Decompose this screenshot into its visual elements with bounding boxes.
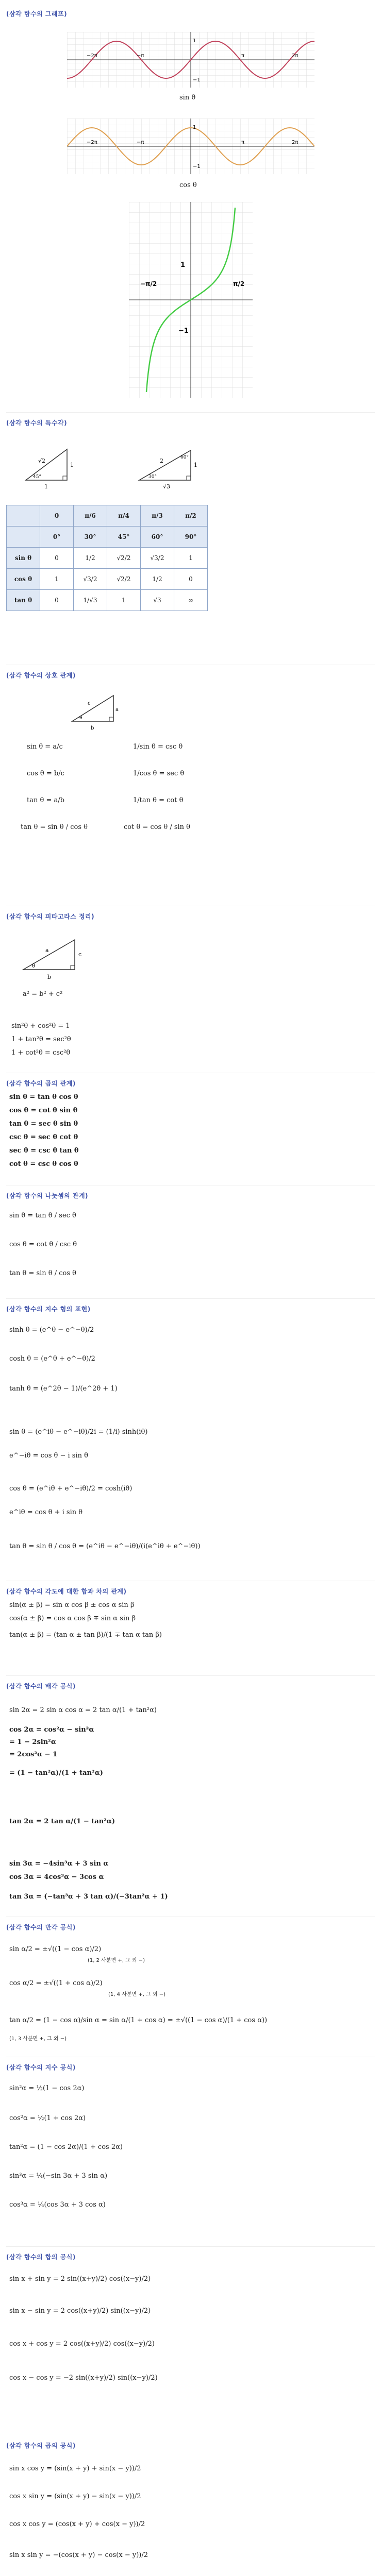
power-line: sin³α = ¼(−sin 3α + 3 sin α) <box>9 2172 108 2180</box>
reciprocal-right-3: 1/tan θ = cot θ <box>133 796 184 804</box>
sin-tick-2pi: 2π <box>292 53 299 59</box>
exp-line: sin θ = (e^iθ − e^−iθ)/2i = (1/i) sinh(iθ) <box>9 1428 148 1436</box>
cos-graph <box>67 118 314 174</box>
table-header-cell: π/6 <box>74 505 107 527</box>
table-cell: √2/2 <box>107 548 141 569</box>
half-tan-note: (1, 3 사분면 +, 그 외 −) <box>9 2036 67 2042</box>
table-cell: √3/2 <box>141 548 174 569</box>
tri3060-base: √3 <box>163 483 171 490</box>
svg-text:c: c <box>88 701 91 706</box>
double-line: = 1 − 2sin²α <box>9 1738 56 1746</box>
double-line: cos 2α = cos²α − sin²α <box>9 1726 94 1734</box>
table-cell: 0 <box>40 548 74 569</box>
section-heading-power: (삼각 함수의 지수 공식) <box>6 2064 76 2071</box>
exp-line: sinh θ = (e^θ − e^−θ)/2 <box>9 1326 94 1334</box>
cos-tick-negpi: −π <box>137 140 144 145</box>
double-line: = 2cos²α − 1 <box>9 1751 58 1758</box>
table-row <box>7 548 208 569</box>
table-degree-cell: 45° <box>107 527 141 548</box>
power-line: tan²α = (1 − cos 2α)/(1 + cos 2α) <box>9 2143 123 2151</box>
double-line: sin 3α = −4sin³α + 3 sin α <box>9 1860 109 1868</box>
prod-line: sin x cos y = (sin(x + y) + sin(x − y))/2 <box>9 2465 141 2472</box>
reciprocal-left-4: tan θ = sin θ / cos θ <box>21 823 88 831</box>
tri45-side: 1 <box>70 462 74 468</box>
half-tan: tan α/2 = (1 − cos α)/sin α = sin α/(1 + cos α) = ±√((1 − cos α)/(1 + cos α)) <box>9 2016 268 2024</box>
addition-line: tan(α ± β) = (tan α ± tan β)/(1 ∓ tan α tan β) <box>9 1631 162 1639</box>
prod-line: cos x sin y = (sin(x + y) − sin(x − y))/2 <box>9 2493 141 2500</box>
svg-text:θ: θ <box>79 716 82 721</box>
prod-line: sin x sin y = −(cos(x + y) − cos(x − y))/2 <box>9 2551 148 2559</box>
table-header-cell: π/3 <box>141 505 174 527</box>
tri3060-hyp: 2 <box>160 457 163 464</box>
reciprocal-right-1: 1/sin θ = csc θ <box>133 743 183 751</box>
reciprocal-triangle <box>62 690 124 732</box>
quotient-line: sin θ = tan θ / sec θ <box>9 1212 76 1219</box>
reciprocal-left-3: tan θ = a/b <box>27 796 64 804</box>
table-header-row <box>7 505 208 527</box>
table-degree-cell: 0° <box>40 527 74 548</box>
cos-tick-2pi: 2π <box>292 140 299 145</box>
cos-tick-neg2pi: −2π <box>87 140 97 145</box>
section-heading-reciprocal: (삼각 함수의 상호 관계) <box>6 672 76 679</box>
power-line: cos²α = ½(1 + cos 2α) <box>9 2114 86 2122</box>
exp-line: tan θ = sin θ / cos θ = (e^iθ − e^−iθ)/(i(e^iθ + e^−iθ)) <box>9 1543 201 1550</box>
section-heading-product: (삼각 함수의 곱의 관계) <box>6 1080 76 1087</box>
sin-tick-neg1: −1 <box>193 77 201 83</box>
table-header-cell: 0 <box>40 505 74 527</box>
exp-line: e^iθ = cos θ + i sin θ <box>9 1509 83 1516</box>
table-header-cell: π/4 <box>107 505 141 527</box>
half-sin-note: (1, 2 사분면 +, 그 외 −) <box>88 1958 145 1963</box>
tri3060-side: 1 <box>194 462 197 468</box>
section-heading-sum-to-product: (삼각 함수의 합의 공식) <box>6 2253 76 2261</box>
product-line: cot θ = csc θ cos θ <box>9 1160 78 1168</box>
table-degree-row <box>7 527 208 548</box>
table-row-name: tan θ <box>7 590 40 611</box>
svg-text:b: b <box>47 974 52 980</box>
table-cell: 1 <box>107 590 141 611</box>
section-heading-special: (삼각 함수의 특수각) <box>6 419 68 427</box>
table-cell: √3/2 <box>74 569 107 590</box>
table-header-cell: π/2 <box>174 505 208 527</box>
half-sin: sin α/2 = ±√((1 − cos α)/2) <box>9 1945 102 1953</box>
section-heading-addition: (삼각 함수의 각도에 대한 합과 차의 관계) <box>6 1588 127 1595</box>
addition-line: cos(α ± β) = cos α cos β ∓ sin α sin β <box>9 1615 136 1622</box>
triangle-30-60 <box>134 444 201 490</box>
reciprocal-left-2: cos θ = b/c <box>27 770 64 777</box>
table-cell: √3 <box>141 590 174 611</box>
section-heading-quotient: (삼각 함수의 나눗셈의 관계) <box>6 1192 89 1199</box>
sin-graph-label: sin θ <box>179 94 196 101</box>
special-angle-table <box>6 505 208 611</box>
pythagoras-line: 1 + tan²θ = sec²θ <box>11 1036 71 1043</box>
half-cos-note: (1, 4 사분면 +, 그 외 −) <box>108 1992 166 1997</box>
cos-tick-1: 1 <box>193 125 196 130</box>
table-row <box>7 590 208 611</box>
tri3060-angle-30: 30° <box>148 474 157 480</box>
table-cell: 1 <box>174 548 208 569</box>
sin-tick-1: 1 <box>193 38 196 44</box>
tri45-hyp: √2 <box>38 457 46 464</box>
cos-graph-label: cos θ <box>179 181 197 189</box>
table-row <box>7 569 208 590</box>
sum-line: cos x + cos y = 2 cos((x+y)/2) cos((x−y)/2) <box>9 2340 155 2348</box>
power-line: sin²α = ½(1 − cos 2α) <box>9 2084 85 2092</box>
product-line: cos θ = cot θ sin θ <box>9 1107 78 1114</box>
quotient-line: cos θ = cot θ / csc θ <box>9 1241 77 1248</box>
reciprocal-right-4: cot θ = cos θ / sin θ <box>124 823 190 831</box>
table-cell: 0 <box>40 590 74 611</box>
tri3060-angle-60: 60° <box>180 455 189 460</box>
table-row-name: sin θ <box>7 548 40 569</box>
double-line: tan 3α = (−tan³α + 3 tan α)/(−3tan²α + 1) <box>9 1893 168 1901</box>
table-cell: 1/√3 <box>74 590 107 611</box>
table-cell: 0 <box>174 569 208 590</box>
table-degree-cell: 60° <box>141 527 174 548</box>
svg-text:c: c <box>78 951 82 958</box>
table-cell: ∞ <box>174 590 208 611</box>
product-line: sec θ = csc θ tan θ <box>9 1147 79 1155</box>
addition-line: sin(α ± β) = sin α cos β ± cos α sin β <box>9 1601 135 1609</box>
section-heading-pythagoras: (삼각 함수의 피타고라스 정리) <box>6 913 95 920</box>
triangle-45 <box>21 444 77 490</box>
exp-line: e^−iθ = cos θ − i sin θ <box>9 1452 88 1460</box>
table-row-name: cos θ <box>7 569 40 590</box>
table-degree-cell: 90° <box>174 527 208 548</box>
cos-tick-neg1: −1 <box>193 164 201 170</box>
tan-tick-1: 1 <box>180 261 186 269</box>
pythagoras-line: sin²θ + cos²θ = 1 <box>11 1022 70 1030</box>
sin-graph <box>67 32 314 88</box>
svg-text:b: b <box>91 725 94 731</box>
double-line: = (1 − tan²α)/(1 + tan²α) <box>9 1769 103 1777</box>
prod-line: cos x cos y = (cos(x + y) + cos(x − y))/2 <box>9 2520 145 2528</box>
section-heading-product-to-sum: (삼각 함수의 곱의 공식) <box>6 2442 76 2449</box>
table-degree-cell: 30° <box>74 527 107 548</box>
svg-text:a: a <box>45 947 49 954</box>
svg-text:θ: θ <box>32 963 36 969</box>
table-cell: 1/2 <box>74 548 107 569</box>
table-cell: √2/2 <box>107 569 141 590</box>
quotient-line: tan θ = sin θ / cos θ <box>9 1269 77 1277</box>
tri45-base: 1 <box>44 483 48 490</box>
exp-line: cos θ = (e^iθ + e^−iθ)/2 = cosh(iθ) <box>9 1485 132 1493</box>
reciprocal-left-1: sin θ = a/c <box>27 743 63 751</box>
exp-line: tanh θ = (e^2θ − 1)/(e^2θ + 1) <box>9 1385 118 1393</box>
sum-line: sin x + sin y = 2 sin((x+y)/2) cos((x−y)/2) <box>9 2275 151 2283</box>
cos-tick-pi: π <box>241 140 245 145</box>
power-line: cos³α = ¼(cos 3α + 3 cos α) <box>9 2201 106 2209</box>
sum-line: cos x − cos y = −2 sin((x+y)/2) sin((x−y)/2) <box>9 2374 158 2382</box>
product-line: tan θ = sec θ sin θ <box>9 1120 78 1128</box>
reciprocal-right-2: 1/cos θ = sec θ <box>133 770 185 777</box>
section-heading-half: (삼각 함수의 반각 공식) <box>6 1924 76 1931</box>
sin-tick-pi: π <box>241 53 245 59</box>
svg-text:a: a <box>115 707 119 713</box>
pythagoras-triangle <box>15 934 88 982</box>
double-line: cos 3α = 4cos³α − 3cos α <box>9 1873 104 1881</box>
double-line: sin 2α = 2 sin α cos α = 2 tan α/(1 + tan²α) <box>9 1706 157 1714</box>
table-cell: 1/2 <box>141 569 174 590</box>
tan-tick-half-pi: π/2 <box>233 280 245 287</box>
sin-tick-neg2pi: −2π <box>87 53 97 59</box>
tan-tick-neg-half-pi: −π/2 <box>140 280 157 287</box>
tri45-angle: 45° <box>33 474 41 480</box>
sin-tick-negpi: −π <box>137 53 144 59</box>
section-heading-exponential: (삼각 함수의 지수 형의 표현) <box>6 1306 91 1313</box>
double-line: tan 2α = 2 tan α/(1 − tan²α) <box>9 1818 115 1825</box>
sum-line: sin x − sin y = 2 cos((x+y)/2) sin((x−y)/2) <box>9 2307 151 2315</box>
product-line: sin θ = tan θ cos θ <box>9 1093 78 1101</box>
pythagoras-line: 1 + cot²θ = csc²θ <box>11 1049 71 1057</box>
product-line: csc θ = sec θ cot θ <box>9 1133 78 1141</box>
section-heading-double: (삼각 함수의 배각 공식) <box>6 1683 76 1690</box>
tan-graph <box>129 202 253 398</box>
half-cos: cos α/2 = ±√((1 + cos α)/2) <box>9 1979 103 1987</box>
table-cell: 1 <box>40 569 74 590</box>
section-heading-graph: (삼각 함수의 그래프) <box>6 10 68 18</box>
pythagoras-main: a² = b² + c² <box>23 990 63 998</box>
tan-tick-neg1: −1 <box>178 327 189 335</box>
exp-line: cosh θ = (e^θ + e^−θ)/2 <box>9 1355 95 1363</box>
